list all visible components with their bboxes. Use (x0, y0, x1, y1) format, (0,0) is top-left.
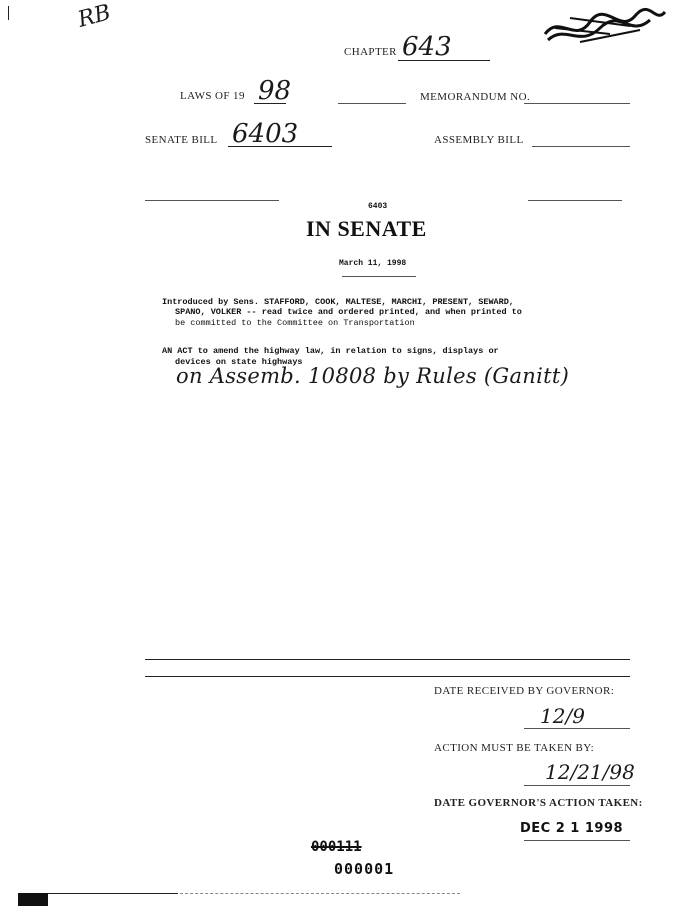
right-separator-rule (528, 200, 622, 201)
bill-date: March 11, 1998 (339, 259, 407, 268)
date-underline (342, 276, 416, 277)
signature-scribble (540, 4, 670, 52)
date-action-underline (524, 840, 630, 841)
senate-bill-value: 6403 (232, 119, 299, 149)
scan-bottom-mark (18, 893, 48, 906)
act-line-2: devices on state highways (175, 357, 303, 367)
chapter-label: CHAPTER (344, 46, 397, 58)
bill-title: IN SENATE (306, 216, 427, 241)
scan-edge-mark (8, 6, 9, 20)
scan-bottom-line-faint (180, 893, 460, 894)
page-number: 000001 (334, 860, 395, 878)
senate-bill-label: SENATE BILL (145, 134, 218, 146)
introduced-line-1: Introduced by Sens. STAFFORD, COOK, MALTESE, MARCHI, PRESENT, SEWARD, (162, 297, 514, 307)
laws-underline (254, 103, 286, 104)
lower-rule-2 (145, 676, 630, 677)
date-received-value: 12/9 (540, 704, 585, 728)
act-line-1: AN ACT to amend the highway law, in relation to signs, displays or (162, 346, 499, 356)
date-action-stamp: DEC 2 1 1998 (520, 821, 624, 836)
date-received-label: DATE RECEIVED BY GOVERNOR: (434, 685, 615, 697)
action-must-underline (524, 785, 630, 786)
chapter-underline (398, 60, 490, 61)
senate-bill-underline (228, 146, 332, 147)
laws-label: LAWS OF 19 (180, 90, 245, 102)
introduced-line-3: be committed to the Committee on Transportation (175, 318, 415, 328)
struck-number: 000111 (311, 839, 362, 855)
bill-number: 6403 (368, 202, 388, 211)
scan-bottom-line (48, 893, 178, 894)
assembly-bill-label: ASSEMBLY BILL (434, 134, 524, 146)
date-action-label: DATE GOVERNOR'S ACTION TAKEN: (434, 797, 643, 809)
action-must-label: ACTION MUST BE TAKEN BY: (434, 742, 595, 754)
date-received-underline (524, 728, 630, 729)
handwritten-note: on Assemb. 10808 by Rules (Ganitt) (176, 364, 570, 388)
laws-value: 98 (258, 76, 292, 106)
introduced-line-2: SPANO, VOLKER -- read twice and ordered printed, and when printed to (175, 307, 522, 317)
left-separator-rule (145, 200, 279, 201)
action-must-value: 12/21/98 (545, 760, 635, 784)
initials-mark: RB (75, 0, 114, 33)
lower-rule-1 (145, 659, 630, 660)
laws-trailing-rule (338, 103, 406, 104)
memorandum-underline (524, 103, 630, 104)
memorandum-label: MEMORANDUM NO. (420, 91, 531, 103)
chapter-value: 643 (402, 32, 452, 62)
assembly-bill-underline (532, 146, 630, 147)
